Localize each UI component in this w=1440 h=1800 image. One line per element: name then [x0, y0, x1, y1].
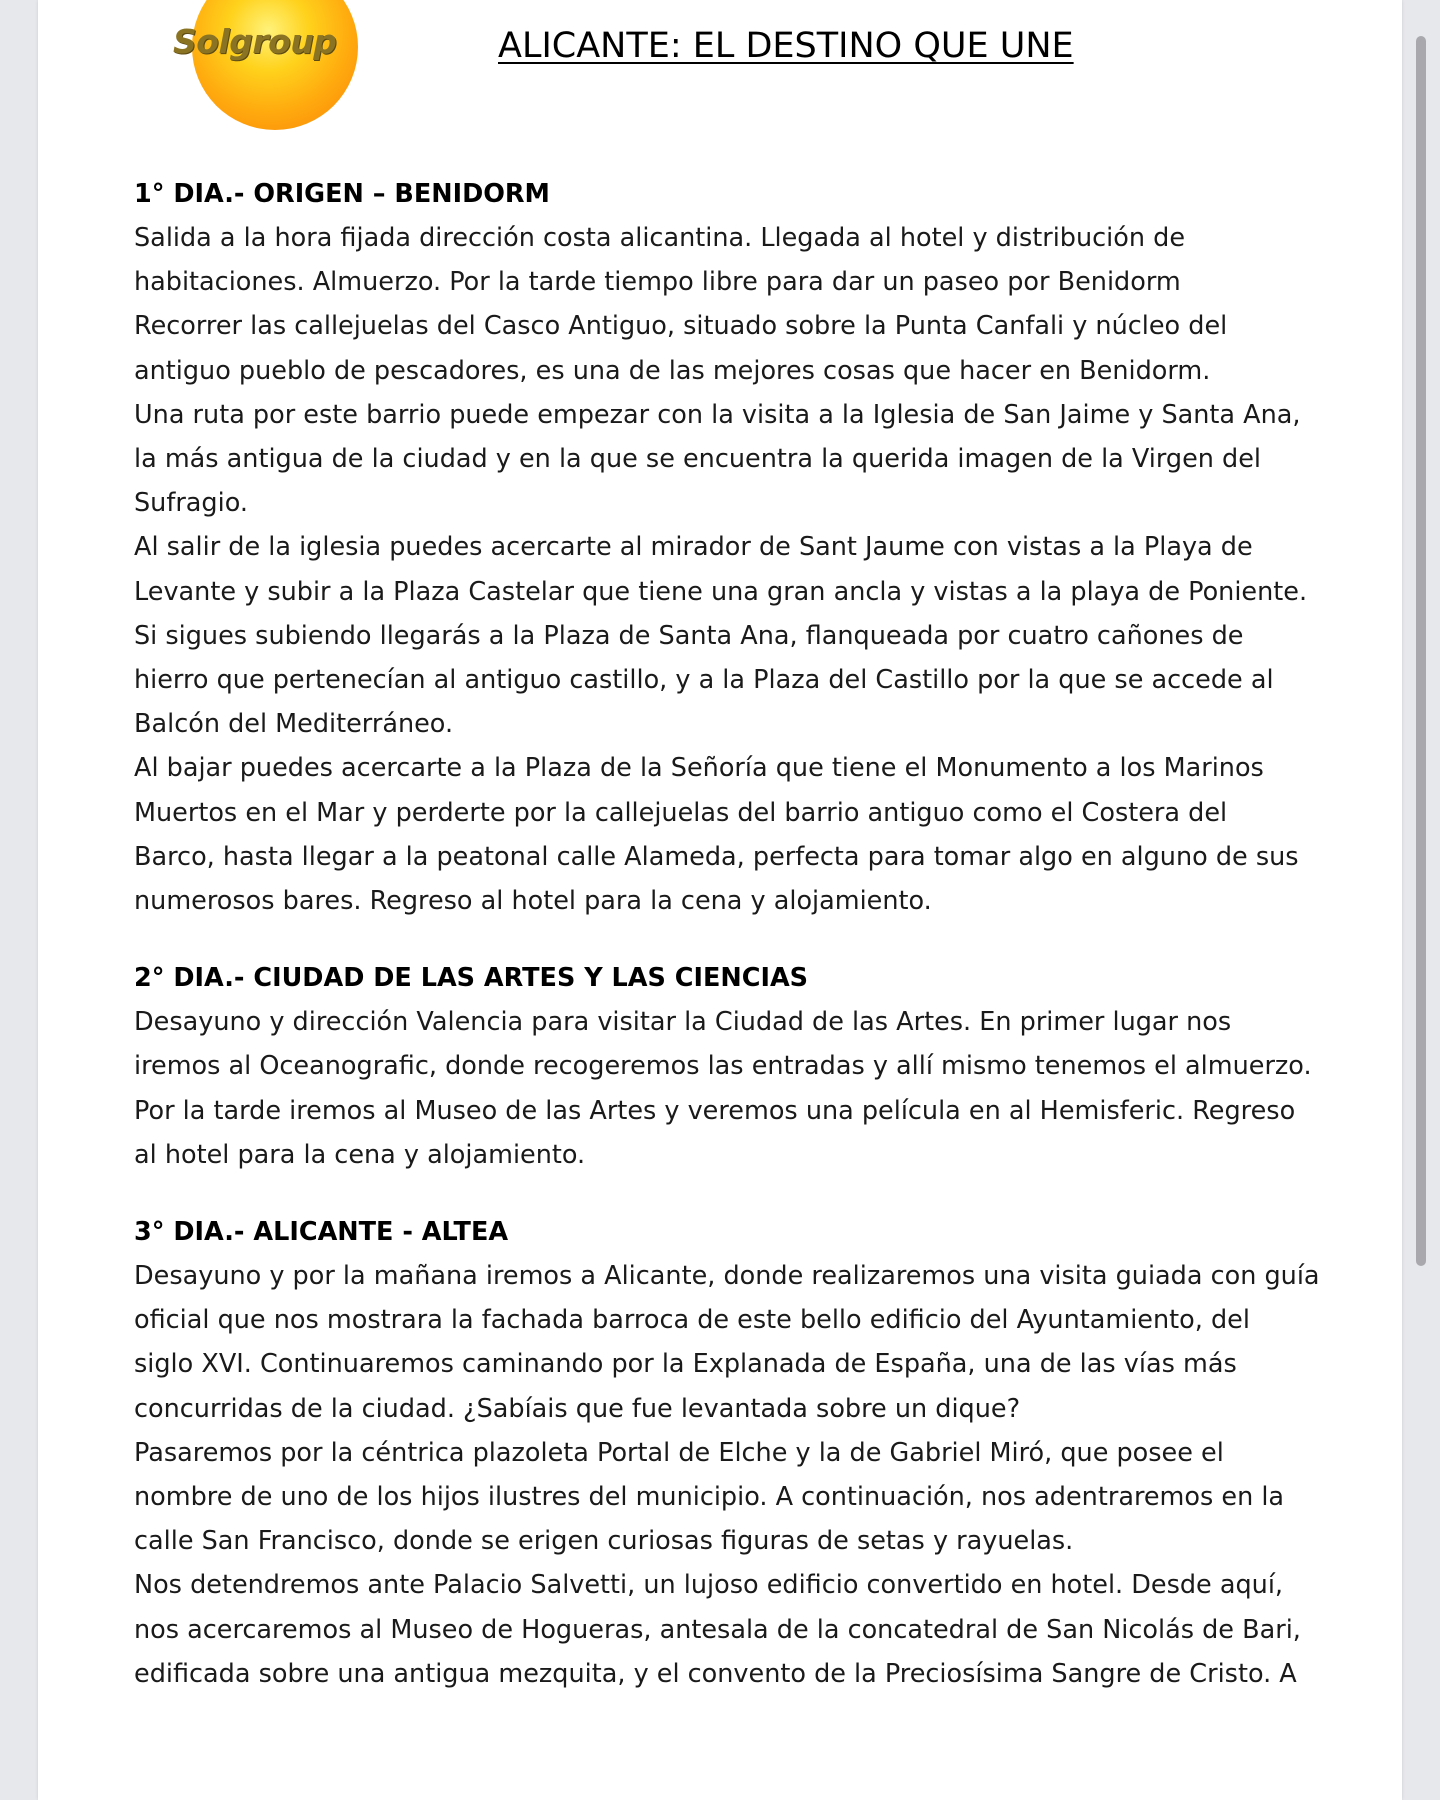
paragraph — [134, 1254, 1354, 1431]
day-section — [134, 956, 1354, 1177]
document-page — [38, 0, 1402, 1800]
paragraph — [134, 746, 1354, 923]
text-line: Al bajar puedes acercarte a la Plaza de la Señoría que tiene el Monumento a los Marinos — [134, 753, 1264, 784]
text-line: nombre de uno de los hijos ilustres del municipio. A continuación, nos adentraremos en la — [134, 1482, 1285, 1513]
day-heading: 1° DIA.- ORIGEN – BENIDORM — [134, 179, 550, 209]
day-section — [134, 1210, 1354, 1696]
paragraph — [134, 1000, 1354, 1177]
text-line: Una ruta por este barrio puede empezar con la visita a la Iglesia de San Jaime y Santa Ana, — [134, 399, 1301, 430]
text-line: oficial que nos mostrara la fachada barroca de este bello edificio del Ayuntamiento, del — [134, 1305, 1250, 1336]
vertical-scrollbar[interactable] — [1414, 36, 1430, 1266]
text-line: al hotel para la cena y alojamiento. — [134, 1139, 586, 1170]
text-line: Desayuno y dirección Valencia para visitar la Ciudad de las Artes. En primer lugar nos — [134, 1007, 1232, 1038]
paragraph — [134, 1431, 1354, 1564]
text-line: iremos al Oceanografic, donde recogeremos las entradas y allí mismo tenemos el almuerzo. — [134, 1051, 1312, 1082]
text-line: Nos detendremos ante Palacio Salvetti, un lujoso edificio convertido en hotel. Desde aquí, — [134, 1570, 1284, 1601]
paragraph — [134, 525, 1354, 746]
text-line: Desayuno y por la mañana iremos a Alicante, donde realizaremos una visita guiada con guía — [134, 1261, 1320, 1292]
day-section — [134, 172, 1354, 923]
text-line: Si sigues subiendo llegarás a la Plaza de Santa Ana, flanqueada por cuatro cañones de — [134, 620, 1244, 651]
solgroup-logo — [138, 0, 358, 132]
text-line: Salida a la hora fijada dirección costa alicantina. Llegada al hotel y distribución de — [134, 223, 1186, 253]
text-line: concurridas de la ciudad. ¿Sabíais que fue levantada sobre un dique? — [134, 1393, 1021, 1424]
text-line: nos acercaremos al Museo de Hogueras, antesala de la concatedral de San Nicolás de Bari, — [134, 1614, 1301, 1645]
text-line: Al salir de la iglesia puedes acercarte al mirador de Sant Jaume con vistas a la Playa de — [134, 532, 1253, 563]
text-line: antiguo pueblo de pescadores, es una de las mejores cosas que hacer en Benidorm. — [134, 355, 1211, 386]
text-line: Recorrer las callejuelas del Casco Antiguo, situado sobre la Punta Canfali y núcleo del — [134, 311, 1228, 342]
text-line: Pasaremos por la céntrica plazoleta Portal de Elche y la de Gabriel Miró, que posee el — [134, 1437, 1224, 1468]
day-heading: 3° DIA.- ALICANTE - ALTEA — [134, 1217, 509, 1248]
scrollbar-thumb[interactable] — [1416, 36, 1426, 1266]
text-line: habitaciones. Almuerzo. Por la tarde tiempo libre para dar un paseo por Benidorm — [134, 267, 1181, 298]
text-line: Por la tarde iremos al Museo de las Artes y veremos una película en al Hemisferic. Regreso — [134, 1095, 1296, 1126]
itinerary-content — [134, 172, 1354, 1729]
sun-icon — [192, 0, 358, 130]
text-line: numerosos bares. Regreso al hotel para la cena y alojamiento. — [134, 886, 932, 917]
text-line: hierro que pertenecían al antiguo castillo, y a la Plaza del Castillo por la que se accede al — [134, 665, 1274, 696]
text-line: Muertos en el Mar y perderte por la callejuelas del barrio antiguo como el Costera del — [134, 797, 1228, 828]
text-line: calle San Francisco, donde se erigen curiosas figuras de setas y rayuelas. — [134, 1526, 1074, 1557]
page-title: ALICANTE: EL DESTINO QUE UNE — [498, 26, 1074, 66]
text-line: edificada sobre una antigua mezquita, y el convento de la Preciosísima Sangre de Cristo. A — [134, 1658, 1297, 1689]
paragraph — [134, 216, 1354, 393]
text-line: Levante y subir a la Plaza Castelar que tiene una gran ancla y vistas a la playa de Poniente. — [134, 576, 1308, 607]
text-line: la más antigua de la ciudad y en la que se encuentra la querida imagen de la Virgen del — [134, 444, 1262, 475]
paragraph — [134, 1563, 1354, 1696]
paragraph — [134, 393, 1354, 526]
logo-text: Solgroup — [173, 22, 337, 61]
text-line: Barco, hasta llegar a la peatonal calle Alameda, perfecta para tomar algo en alguno de sus — [134, 841, 1299, 872]
text-line: siglo XVI. Continuaremos caminando por la Explanada de España, una de las vías más — [134, 1349, 1237, 1380]
text-line: Balcón del Mediterráneo. — [134, 709, 454, 740]
day-heading: 2° DIA.- CIUDAD DE LAS ARTES Y LAS CIENCIAS — [134, 963, 809, 994]
text-line: Sufragio. — [134, 488, 248, 519]
